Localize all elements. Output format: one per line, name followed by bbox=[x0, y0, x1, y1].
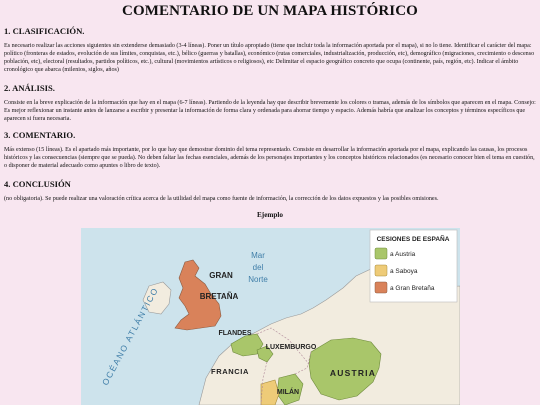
legend-title: CESIONES DE ESPAÑA bbox=[376, 236, 450, 243]
section-heading-clasificacion: 1. CLASIFICACIÓN. bbox=[4, 26, 85, 36]
map-label-luxemburgo: LUXEMBURGO bbox=[265, 344, 317, 351]
legend-swatch-austria bbox=[375, 248, 387, 259]
section-heading-analisis: 2. ANÁLISIS. bbox=[4, 83, 55, 93]
map-label-francia: FRANCIA bbox=[211, 367, 249, 376]
legend-label-austria: a Austria bbox=[390, 251, 416, 258]
legend-label-gran-bretana: a Gran Bretaña bbox=[390, 285, 435, 292]
map-label-austria: AUSTRIA bbox=[329, 368, 377, 378]
map-label-flandes: FLANDES bbox=[218, 330, 252, 337]
map-label-milan: MILÁN bbox=[276, 389, 300, 396]
historical-map bbox=[81, 228, 460, 405]
map-label-del: del bbox=[252, 263, 264, 272]
legend-swatch-gran-bretana bbox=[375, 282, 387, 293]
legend-label-saboya: a Saboya bbox=[390, 268, 418, 275]
map-label-bretana: BRETAÑA bbox=[199, 292, 239, 301]
section-heading-conclusion: 4. CONCLUSIÓN bbox=[4, 179, 71, 189]
section-heading-comentario: 3. COMENTARIO. bbox=[4, 130, 76, 140]
map-label-norte: Norte bbox=[248, 275, 268, 284]
section-body-clasificacion: Es necesario realizar las acciones siguientes sin extenderse demasiado (3-4 líneas). Poner un título apropiado (tiene que incluir toda la información aportada por el mapa), si no lo tiene. Identificar el carácter del mapa: político (fronteras de estados, evolución de sus límites, conquistas, etc.), bélico (guerras y batallas), económico (rutas comerciales, industrialización, producción, etc), demográfico (migraciones, crecimiento o descenso población, etc), electoral (resultados, partidos políticos, etc.), cultural (movimientos artísticos o religiosos), etc Delimitar el espacio geográfico concreto que ocupa (continente, país, región, etc). Indicar el ámbito cronológico que abarca (milenios, siglos, años) bbox=[4, 43, 535, 74]
page-title: COMENTARIO DE UN MAPA HISTÓRICO bbox=[122, 3, 418, 19]
map-label-oceano: OCÉANO ATLÁNTICO bbox=[99, 285, 161, 387]
example-label: Ejemplo bbox=[257, 211, 283, 219]
map-legend bbox=[370, 230, 457, 302]
section-body-analisis: Consiste en la breve explicación de la información que hay en el mapa (6-7 líneas). Partiendo de la leyenda hay que describir brevemente los colores o tramas, además de los símbolos que aparecen en el mapa. Consejo: Es mejor reflexionar un instante antes de lanzarse a escribir y presentar la información de forma clara y ordenada para ahorrar tiempo y espacio. Además habría que analizar los conceptos y términos específicos que aparecen si fuera necesaria. bbox=[4, 100, 536, 123]
map-label-mar: Mar bbox=[251, 251, 265, 260]
section-body-comentario: Más extenso (15 líneas). Es el apartado más importante, por lo que hay que demostrar dominio del tema representado. Consiste en desarrollar la información aportada por el mapa, explicando las causas, los procesos históricos y las consecuencias (siempre que se pueda). No deben faltar las fechas esenciales, además de los personajes importantes y los conceptos históricos relacionados (es necesario conocer bien el tema en cuestión, o disponer de material adecuado como apuntes o libro de texto). bbox=[4, 147, 535, 170]
map-label-gran: GRAN bbox=[209, 271, 233, 280]
legend-swatch-saboya bbox=[375, 265, 387, 276]
section-body-conclusion: (no obligatoria). Se puede realizar una valoración crítica acerca de la utilidad del mapa como fuente de información, la corrección de los datos expuestos y las posibles omisiones. bbox=[4, 196, 439, 202]
